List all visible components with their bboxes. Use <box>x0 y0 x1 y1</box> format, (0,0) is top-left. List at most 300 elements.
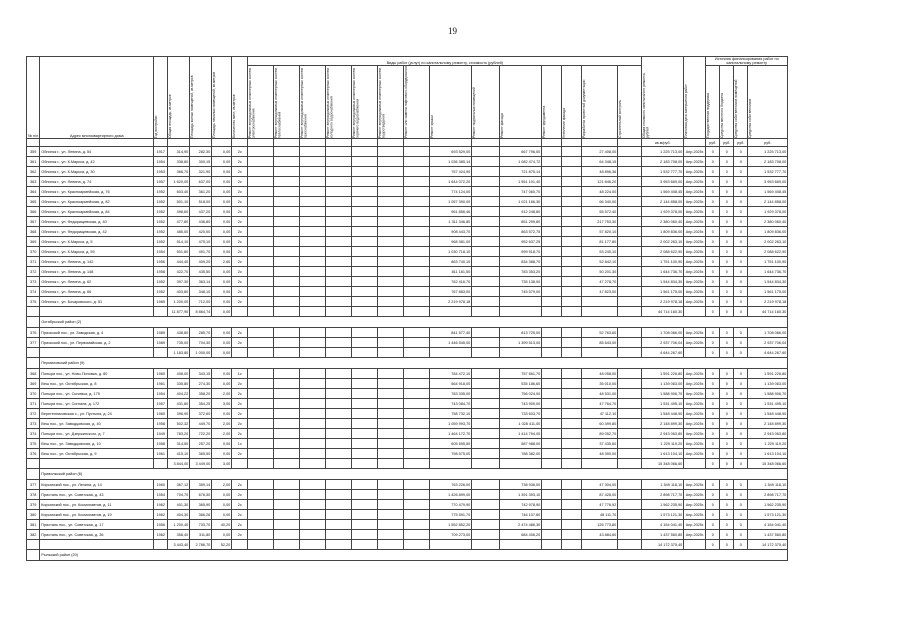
cell-year: 1985 <box>154 297 168 307</box>
cell-a2: 722,20 <box>190 429 212 439</box>
cell-empty <box>378 167 404 177</box>
cell-year: 1952 <box>154 227 168 237</box>
cell-empty <box>352 399 378 409</box>
cell-no: 375 <box>27 439 40 449</box>
cell-empty <box>472 399 500 409</box>
cell-empty <box>248 157 274 167</box>
cell-empty <box>300 490 326 500</box>
cell-empty <box>542 510 562 520</box>
cell-total: 1 751 100,90 <box>642 257 684 267</box>
cell-proj: 47 764,70 <box>582 399 618 409</box>
cell-a3: 0,00 <box>212 348 232 358</box>
cell-empty <box>404 338 430 348</box>
table-row <box>27 328 788 338</box>
cell-date: Апр.2025г. <box>684 500 706 510</box>
cell-basement: 1 426 899,00 <box>430 490 472 500</box>
cell-empty <box>274 348 300 358</box>
cell-s2: 0 <box>720 348 734 358</box>
cell-cond: 2с <box>232 257 248 267</box>
cell-empty <box>542 480 562 490</box>
cell-s1: 0 <box>706 490 720 500</box>
district-name: Рыльский район (20) <box>40 550 788 561</box>
cell-empty <box>562 207 582 217</box>
cell-empty <box>472 449 500 459</box>
cell-empty <box>378 540 404 550</box>
cell-empty <box>472 409 500 419</box>
cell-no: 375 <box>27 297 40 307</box>
header-source-4: Средства собственников <box>748 98 753 138</box>
cell-empty <box>618 197 642 207</box>
cell-empty <box>542 530 562 540</box>
cell-facade: 1 028 411,00 <box>500 419 542 429</box>
cell-empty <box>562 490 582 500</box>
cell-basement: 1 057 390,00 <box>430 197 472 207</box>
cell-s4: 1 751 100,90 <box>748 257 788 267</box>
cell-year: 1958 <box>154 267 168 277</box>
cell-empty <box>274 247 300 257</box>
header-total-cost: Общая стоимость капитального ремонта, рублей <box>642 72 650 138</box>
cell-s4: 2 219 978,18 <box>748 297 788 307</box>
cell-addr: Обнинск г., ул. Ленина, д. 74 <box>40 177 154 187</box>
cell-empty <box>618 247 642 257</box>
cell-s1: 0 <box>706 379 720 389</box>
header-planned-date: Плановая дата завершения работ <box>684 84 689 138</box>
cell-s1: 0 <box>706 530 720 540</box>
table-row <box>27 157 788 167</box>
cell-addr: Пристань пос., ул. Советская, д. 17 <box>40 520 154 530</box>
cell-s4: 1 532 777,70 <box>748 167 788 177</box>
district-cell-blank <box>27 317 40 328</box>
cell-empty <box>274 177 300 187</box>
cell-addr: Обнинск г., ул. Ленина, д. 148 <box>40 267 154 277</box>
cell-empty <box>300 167 326 177</box>
cell-empty <box>326 439 352 449</box>
cell-s4: 44 714 160,30 <box>748 307 788 317</box>
cell-s1: 0 <box>706 369 720 379</box>
cell-empty <box>542 520 562 530</box>
cell-cond: 2с <box>232 480 248 490</box>
cell-date: Апр.2025г. <box>684 267 706 277</box>
cell-s3: 0 <box>734 500 748 510</box>
cell-empty <box>542 197 562 207</box>
cell-proj: 27 408,00 <box>582 147 618 157</box>
cell-proj: 52 763,60 <box>582 328 618 338</box>
capital-repair-table <box>26 56 788 561</box>
cell-total: 1 548 448,90 <box>642 409 684 419</box>
cell-a3: 0,00 <box>212 207 232 217</box>
cell-a2: 420,00 <box>190 227 212 237</box>
cell-addr <box>40 459 154 469</box>
cell-empty <box>274 227 300 237</box>
cell-empty <box>618 287 642 297</box>
cell-proj <box>582 348 618 358</box>
cell-a3: 2,00 <box>212 480 232 490</box>
cell-empty <box>248 177 274 187</box>
cell-basement: 774 124,00 <box>430 187 472 197</box>
cell-s4: 2 144 858,00 <box>748 197 788 207</box>
cell-empty <box>352 267 378 277</box>
cell-a3: 0,00 <box>212 530 232 540</box>
cell-empty <box>562 480 582 490</box>
cell-empty <box>472 490 500 500</box>
cell-cond: 2с <box>232 247 248 257</box>
cell-empty <box>248 520 274 530</box>
cell-empty <box>352 520 378 530</box>
cell-proj: 126 773,80 <box>582 520 618 530</box>
cell-proj: 60 499,80 <box>582 419 618 429</box>
cell-proj: 121 846,20 <box>582 177 618 187</box>
cell-empty <box>404 429 430 439</box>
cell-a3: 0,00 <box>212 328 232 338</box>
cell-empty <box>378 237 404 247</box>
cell-a1: 498,60 <box>168 207 190 217</box>
cell-empty <box>542 227 562 237</box>
cell-no: 367 <box>27 217 40 227</box>
cell-cond: 1с <box>232 369 248 379</box>
cell-empty <box>248 530 274 540</box>
table-row <box>27 167 788 177</box>
cell-empty <box>326 369 352 379</box>
cell-cond: 2с <box>232 217 248 227</box>
cell-empty <box>326 237 352 247</box>
cell-a3: 40,20 <box>212 520 232 530</box>
cell-empty <box>274 480 300 490</box>
cell-year: 1917 <box>154 147 168 157</box>
cell-empty <box>562 409 582 419</box>
cell-empty <box>300 157 326 167</box>
cell-empty <box>562 167 582 177</box>
cell-s2: 0 <box>720 399 734 409</box>
cell-empty <box>378 257 404 267</box>
cell-year: 1960 <box>154 480 168 490</box>
cell-cond: 2с <box>232 207 248 217</box>
table-row <box>27 399 788 409</box>
cell-empty <box>352 348 378 358</box>
cell-no: 369 <box>27 379 40 389</box>
cell-addr: Веш пос., ул. Октябрьская, д. 8 <box>40 379 154 389</box>
cell-empty <box>472 510 500 520</box>
cell-empty <box>562 369 582 379</box>
cell-year: 1961 <box>154 379 168 389</box>
cell-empty <box>352 247 378 257</box>
cell-s4: 2 380 060,40 <box>748 217 788 227</box>
cell-empty <box>562 217 582 227</box>
district-row <box>27 358 788 369</box>
cell-empty <box>352 237 378 247</box>
cell-total: 1 562 235,90 <box>642 500 684 510</box>
cell-empty <box>618 480 642 490</box>
cell-a1: 314,50 <box>168 439 190 449</box>
cell-empty <box>274 530 300 540</box>
cell-basement: 1 311 346,80 <box>430 217 472 227</box>
cell-empty <box>618 540 642 550</box>
cell-empty <box>562 277 582 287</box>
cell-total: 2 088 622,90 <box>642 247 684 257</box>
cell-s2: 0 <box>720 379 734 389</box>
cell-empty <box>562 399 582 409</box>
cell-empty <box>404 197 430 207</box>
cell-s1: 0 <box>706 157 720 167</box>
cell-empty <box>472 147 500 157</box>
unit-s1: руб. <box>706 139 720 147</box>
cell-no: 368 <box>27 369 40 379</box>
cell-no <box>27 540 40 550</box>
cell-proj: 47 776,92 <box>582 500 618 510</box>
cell-empty <box>472 307 500 317</box>
cell-total: 1 544 834,30 <box>642 277 684 287</box>
header-work-14: Строительный контроль <box>618 99 623 138</box>
cell-empty <box>352 207 378 217</box>
cell-a1: 403,80 <box>168 287 190 297</box>
cell-empty <box>378 419 404 429</box>
cell-year: 1956 <box>154 257 168 267</box>
cell-empty <box>404 500 430 510</box>
cell-empty <box>472 187 500 197</box>
cell-empty <box>274 197 300 207</box>
cell-s2: 0 <box>720 197 734 207</box>
cell-cond <box>232 459 248 469</box>
cell-cond: 2с <box>232 429 248 439</box>
cell-year: 1952 <box>154 217 168 227</box>
cell-empty <box>618 409 642 419</box>
cell-no: 378 <box>27 490 40 500</box>
cell-date: Апр.2025г. <box>684 449 706 459</box>
cell-empty <box>404 297 430 307</box>
cell-no: 373 <box>27 277 40 287</box>
cell-total: 1 588 906,70 <box>642 389 684 399</box>
cell-empty <box>472 348 500 358</box>
cell-empty <box>300 510 326 520</box>
cell-empty <box>378 328 404 338</box>
table-row <box>27 247 788 257</box>
table-row <box>27 490 788 500</box>
cell-empty <box>248 480 274 490</box>
cell-proj: 48 224,00 <box>582 187 618 197</box>
cell-s1: 0 <box>706 419 720 429</box>
cell-cond: 2с <box>232 237 248 247</box>
cell-a2: 354,25 <box>190 399 212 409</box>
cell-empty <box>378 379 404 389</box>
cell-s3: 0 <box>734 520 748 530</box>
cell-basement: 763 226,00 <box>430 480 472 490</box>
cell-empty <box>326 297 352 307</box>
cell-addr: Обнинск г., ул. Красноармейская, д. 76 <box>40 187 154 197</box>
cell-s2: 0 <box>720 147 734 157</box>
cell-empty <box>326 227 352 237</box>
cell-no: 382 <box>27 530 40 540</box>
cell-no: 379 <box>27 500 40 510</box>
cell-empty <box>326 197 352 207</box>
cell-a2: 3 449,00 <box>190 459 212 469</box>
cell-a2: 436,80 <box>190 217 212 227</box>
cell-empty <box>352 409 378 419</box>
table-row <box>27 520 788 530</box>
cell-s1: 0 <box>706 237 720 247</box>
cell-a3: 0,00 <box>212 187 232 197</box>
cell-s2: 0 <box>720 187 734 197</box>
cell-s3: 0 <box>734 177 748 187</box>
cell-empty <box>378 439 404 449</box>
cell-facade: 834 388,70 <box>500 257 542 267</box>
cell-a1: 603,40 <box>168 187 190 197</box>
cell-empty <box>300 429 326 439</box>
cell-total: 2 898 717,70 <box>642 490 684 500</box>
cell-basement: 767 883,00 <box>430 287 472 297</box>
cell-empty <box>326 307 352 317</box>
cell-s2: 0 <box>720 409 734 419</box>
cell-s1: 0 <box>706 197 720 207</box>
cell-no: 371 <box>27 399 40 409</box>
header-no: № п/п <box>27 57 40 139</box>
cell-proj: 64 348,15 <box>582 157 618 167</box>
cell-s1: 0 <box>706 520 720 530</box>
table-row <box>27 530 788 540</box>
cell-basement: 841 577,40 <box>430 328 472 338</box>
cell-year <box>154 459 168 469</box>
cell-empty <box>248 510 274 520</box>
cell-empty <box>300 147 326 157</box>
cell-s4: 3 953 669,00 <box>748 177 788 187</box>
cell-a2: 365,90 <box>190 500 212 510</box>
cell-empty <box>326 167 352 177</box>
cell-empty <box>300 449 326 459</box>
cell-date: Апр.2025г. <box>684 227 706 237</box>
cell-proj: 48 390,00 <box>582 449 618 459</box>
header-work-8: Ремонт крыши <box>430 114 435 138</box>
cell-empty <box>274 157 300 167</box>
cell-a3: 0,00 <box>212 197 232 207</box>
cell-empty <box>326 449 352 459</box>
cell-empty <box>352 297 378 307</box>
cell-empty <box>352 187 378 197</box>
cell-cond: 2с <box>232 287 248 297</box>
cell-a2: 435,50 <box>190 267 212 277</box>
cell-a1: 335,80 <box>168 379 190 389</box>
cell-empty <box>562 297 582 307</box>
cell-date: Апр.2025г. <box>684 419 706 429</box>
cell-addr: Обнинск г., ул. Ленина, д. 66 <box>40 287 154 297</box>
header-address: Адрес многоквартирного дома <box>40 57 154 139</box>
cell-addr: Пристань пос., ул. Советская, д. 36 <box>40 530 154 540</box>
cell-empty <box>352 379 378 389</box>
cell-year: 1954 <box>154 389 168 399</box>
cell-a3: 0,00 <box>212 297 232 307</box>
cell-empty <box>562 520 582 530</box>
cell-empty <box>378 530 404 540</box>
cell-s3: 0 <box>734 540 748 550</box>
cell-empty <box>542 328 562 338</box>
cell-empty <box>352 287 378 297</box>
cell-facade: 535 186,60 <box>500 379 542 389</box>
cell-date <box>684 459 706 469</box>
cell-empty <box>248 338 274 348</box>
cell-a2: 285,70 <box>190 328 212 338</box>
unit-s4: руб. <box>748 139 788 147</box>
cell-a2: 475,10 <box>190 237 212 247</box>
cell-empty <box>326 379 352 389</box>
cell-empty <box>618 379 642 389</box>
cell-proj: 66 340,00 <box>582 197 618 207</box>
table-row <box>27 389 788 399</box>
cell-cond: 2с <box>232 500 248 510</box>
cell-s4: 1 708 066,00 <box>748 328 788 338</box>
cell-a3: 0,00 <box>212 439 232 449</box>
cell-empty <box>274 257 300 267</box>
cell-empty <box>300 338 326 348</box>
cell-empty <box>404 177 430 187</box>
cell-empty <box>618 267 642 277</box>
header-nonliving-area: Площадь нежилых помещений, кв.метров <box>212 71 217 138</box>
cell-s2: 0 <box>720 237 734 247</box>
cell-empty <box>378 277 404 287</box>
cell-date: Апр.2025г. <box>684 399 706 409</box>
cell-empty <box>300 227 326 237</box>
cell-s2: 0 <box>720 530 734 540</box>
cell-empty <box>248 277 274 287</box>
cell-addr: Обнинск г., ул. Ленина, д. 62 <box>40 277 154 287</box>
cell-no: 381 <box>27 520 40 530</box>
cell-a2: 282,30 <box>190 147 212 157</box>
cell-s1: 0 <box>706 409 720 419</box>
cell-s1: 0 <box>706 459 720 469</box>
cell-addr: Веш пос., ул. Заводцовская, д. 10 <box>40 439 154 449</box>
cell-empty <box>248 227 274 237</box>
cell-s4: 1 588 906,70 <box>748 389 788 399</box>
cell-empty <box>300 439 326 449</box>
cell-proj: 37 435,60 <box>582 439 618 449</box>
cell-empty <box>378 267 404 277</box>
cell-no: 365 <box>27 197 40 207</box>
cell-addr: Приокский пос., ул. Первомайская, д. 2 <box>40 338 154 348</box>
cell-proj: 47 823,00 <box>582 287 618 297</box>
cell-total: 1 532 777,70 <box>642 167 684 177</box>
cell-empty <box>248 247 274 257</box>
cell-a1: 338,80 <box>168 157 190 167</box>
header-works-group: Виды работ (услуг) по капитальному ремонту, стоимость (рублей) <box>248 57 642 66</box>
cell-empty <box>542 287 562 297</box>
cell-empty <box>618 147 642 157</box>
cell-empty <box>352 439 378 449</box>
cell-a1: 3 844,00 <box>168 459 190 469</box>
cell-addr: Обнинск г., ул. К.Маркса, д. 5 <box>40 237 154 247</box>
cell-facade <box>500 540 542 550</box>
cell-empty <box>472 328 500 338</box>
cell-date <box>684 540 706 550</box>
district-row <box>27 317 788 328</box>
cell-year <box>154 540 168 550</box>
cell-a3: 0,00 <box>212 147 232 157</box>
cell-date: Апр.2025г. <box>684 177 706 187</box>
header-work-3: Ремонт внутридомовых инженерных систем газоснабжения <box>300 68 308 138</box>
cell-year: 1952 <box>154 207 168 217</box>
cell-year: 1962 <box>154 530 168 540</box>
cell-empty <box>326 540 352 550</box>
cell-empty <box>542 540 562 550</box>
cell-s3: 0 <box>734 369 748 379</box>
cell-a2: 311,80 <box>190 530 212 540</box>
cell-empty <box>274 297 300 307</box>
cell-empty <box>326 217 352 227</box>
cell-empty <box>352 257 378 267</box>
cell-cond: 2с <box>232 187 248 197</box>
cell-empty <box>352 217 378 227</box>
cell-empty <box>542 500 562 510</box>
cell-s3: 0 <box>734 147 748 157</box>
subtotal-row <box>27 459 788 469</box>
cell-empty <box>248 540 274 550</box>
cell-empty <box>472 530 500 540</box>
cell-empty <box>326 247 352 257</box>
